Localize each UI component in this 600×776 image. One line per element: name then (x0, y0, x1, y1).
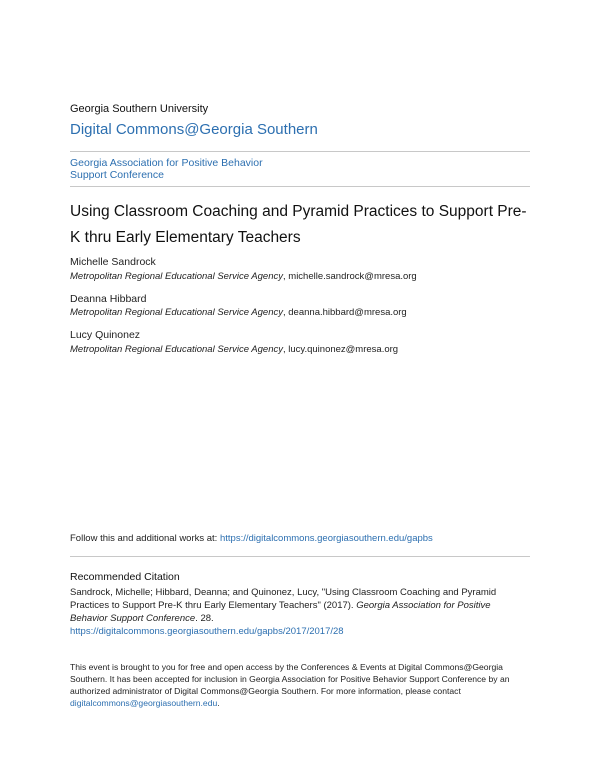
author-name: Michelle Sandrock (70, 256, 156, 268)
series-link[interactable] (70, 157, 330, 181)
contact-email-suffix: . (217, 698, 220, 708)
citation-series-name-cont: Behavior Support Conference (70, 613, 196, 624)
contact-email-link[interactable]: digitalcommons@georgiasouthern.edu (70, 698, 218, 708)
citation-series-name: Georgia Association for Positive (356, 600, 491, 611)
citation-url-link[interactable]: https://digitalcommons.georgiasouthern.edu/gapbs/2017/2017/28 (70, 626, 344, 637)
author-affiliation (70, 307, 407, 318)
author-name: Lucy Quinonez (70, 329, 141, 341)
follow-url-link[interactable]: https://digitalcommons.georgiasouthern.edu/gapbs (219, 533, 433, 544)
notice-line2: Southern. It has been accepted for inclusion in Georgia Association for Positive Behavior Support Conference by an (70, 674, 510, 684)
divider-series (70, 186, 530, 187)
author-name: Deanna Hibbard (70, 293, 147, 305)
citation-line3 (70, 612, 530, 625)
notice-line1: This event is brought to you for free and open access by the Conferences & Events at Digital Commons@Georgia (70, 662, 503, 672)
access-notice (70, 661, 532, 709)
citation-line1: Sandrock, Michelle; Hibbard, Deanna; and Quinonez, Lucy, "Using Classroom Coaching and Pyramid (70, 587, 497, 598)
divider-top (70, 151, 530, 152)
author-email: , deanna.hibbard@mresa.org (283, 307, 407, 318)
notice-line4 (70, 697, 532, 709)
series-link-line2: Support Conference (70, 169, 164, 181)
author-email: , lucy.quinonez@mresa.org (283, 344, 399, 355)
document-title (70, 199, 532, 251)
author-email: , michelle.sandrock@mresa.org (283, 271, 417, 282)
author-affiliation (70, 344, 398, 355)
notice-line3: authorized administrator of Digital Commons@Georgia Southern. For more information, please contact (70, 686, 461, 696)
citation-line2-text: Practices to Support Pre-K thru Early Elementary Teachers" (2017). (70, 600, 357, 611)
citation-number: . 28. (195, 613, 214, 624)
series-link-line1: Georgia Association for Positive Behavior (70, 157, 263, 169)
affiliation-name: Metropolitan Regional Educational Service Agency (70, 307, 283, 318)
recommended-citation-heading: Recommended Citation (70, 571, 180, 583)
author-affiliation (70, 271, 417, 282)
cover-page (70, 0, 530, 776)
divider-follow (70, 556, 530, 557)
repository-title-link[interactable]: Digital Commons@Georgia Southern (70, 121, 318, 138)
document-title-line1: Using Classroom Coaching and Pyramid Practices to Support Pre- (70, 203, 527, 220)
follow-line (70, 533, 433, 544)
recommended-citation (70, 586, 530, 638)
document-title-line2: K thru Early Elementary Teachers (70, 229, 301, 246)
affiliation-name: Metropolitan Regional Educational Service Agency (70, 271, 283, 282)
citation-line2 (70, 599, 530, 612)
institution-name: Georgia Southern University (70, 103, 209, 115)
affiliation-name: Metropolitan Regional Educational Service Agency (70, 344, 283, 355)
citation-line4 (70, 625, 530, 638)
follow-text: Follow this and additional works at: (70, 533, 220, 544)
